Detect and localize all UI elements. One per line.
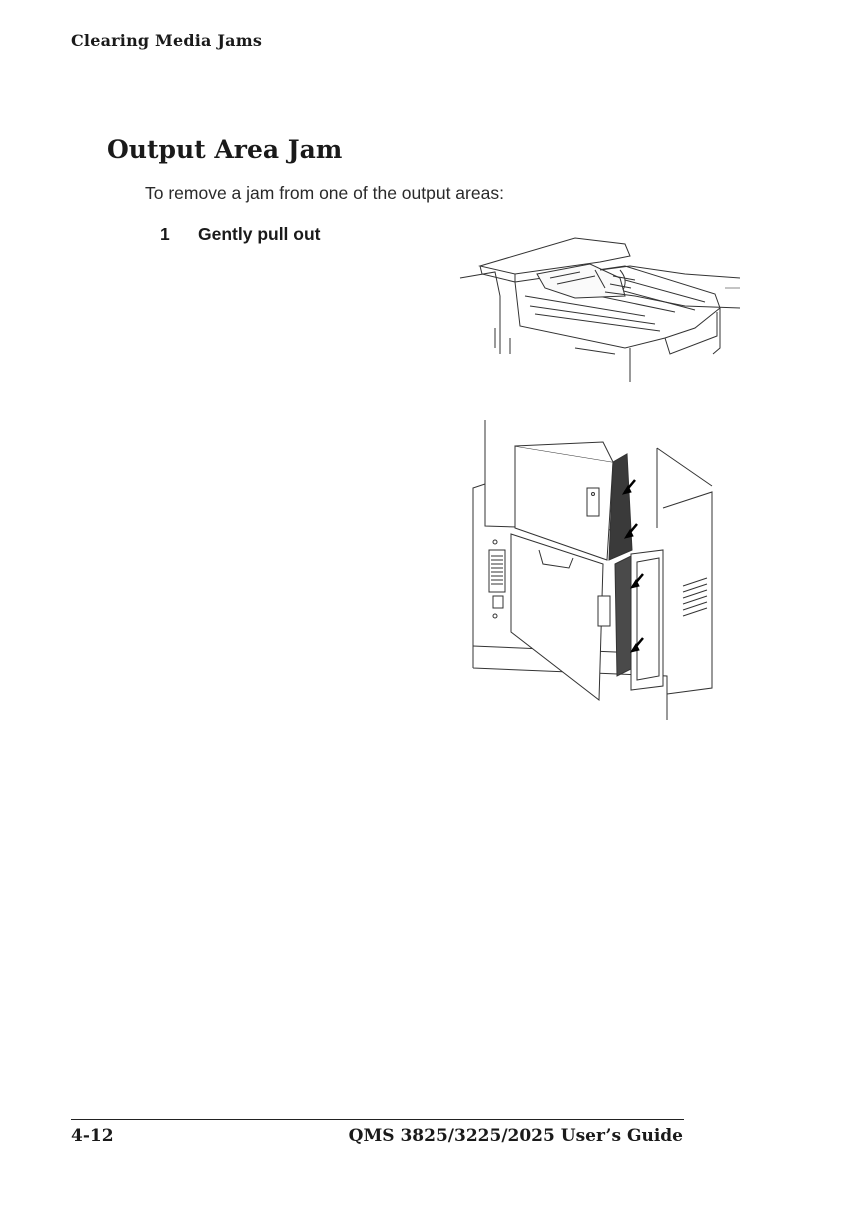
step-number: 1 — [160, 224, 170, 244]
footer-rule — [71, 1119, 684, 1120]
page-number: 4-12 — [71, 1126, 114, 1146]
step-text: Gently pull out — [198, 224, 321, 244]
side-door-illustration — [467, 418, 717, 720]
section-title: Output Area Jam — [107, 135, 343, 164]
step-1 — [160, 224, 321, 245]
output-tray-illustration — [455, 236, 745, 382]
intro-text: To remove a jam from one of the output areas: — [145, 183, 504, 203]
guide-title: QMS 3825/3225/2025 User’s Guide — [348, 1126, 683, 1146]
running-header: Clearing Media Jams — [71, 31, 263, 50]
